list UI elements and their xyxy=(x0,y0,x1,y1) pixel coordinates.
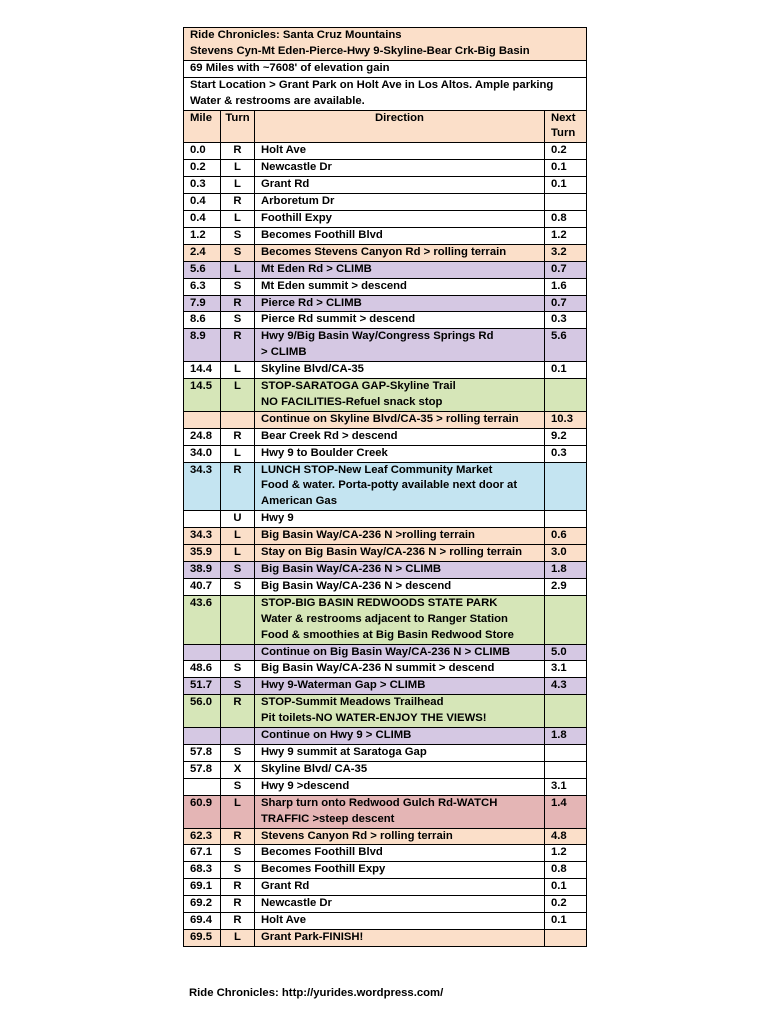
turn-cell: R xyxy=(221,695,255,728)
turn-cell: R xyxy=(221,913,255,930)
mile-cell: 24.8 xyxy=(184,428,221,445)
turn-cell: S xyxy=(221,578,255,595)
mile-cell: 43.6 xyxy=(184,595,221,644)
mile-cell: 51.7 xyxy=(184,678,221,695)
direction-cell xyxy=(255,210,545,227)
cue-row xyxy=(184,644,587,661)
next-turn-cell: 0.1 xyxy=(544,177,586,194)
mile-cell: 0.3 xyxy=(184,177,221,194)
direction-cell xyxy=(255,227,545,244)
cue-row xyxy=(184,411,587,428)
cue-row xyxy=(184,744,587,761)
cue-row xyxy=(184,445,587,462)
direction-line: STOP-SARATOGA GAP-Skyline Trail xyxy=(261,380,456,393)
mile-cell: 2.4 xyxy=(184,244,221,261)
direction-cell xyxy=(255,778,545,795)
next-turn-cell: 10.3 xyxy=(544,411,586,428)
column-header-row xyxy=(184,110,587,143)
next-turn-cell: 1.2 xyxy=(544,227,586,244)
cue-row xyxy=(184,795,587,828)
cue-row xyxy=(184,778,587,795)
next-turn-cell: 0.1 xyxy=(544,160,586,177)
next-turn-cell xyxy=(544,695,586,728)
next-turn-cell xyxy=(544,194,586,211)
cue-row xyxy=(184,462,587,511)
direction-line: Skyline Blvd/ CA-35 xyxy=(261,762,368,775)
direction-line: STOP-BIG BASIN REDWOODS STATE PARK xyxy=(261,596,498,609)
direction-cell xyxy=(255,511,545,528)
next-turn-cell: 1.6 xyxy=(544,278,586,295)
mile-cell: 8.9 xyxy=(184,329,221,362)
direction-cell xyxy=(255,428,545,445)
start-amenities-text: Water & restrooms are available. xyxy=(190,94,365,107)
cue-row xyxy=(184,845,587,862)
turn-cell: S xyxy=(221,845,255,862)
next-turn-cell: 2.9 xyxy=(544,578,586,595)
next-turn-cell xyxy=(544,595,586,644)
cue-row xyxy=(184,295,587,312)
turn-cell: S xyxy=(221,778,255,795)
direction-cell xyxy=(255,462,545,511)
distance-row xyxy=(184,60,587,77)
turn-cell: R xyxy=(221,428,255,445)
turn-cell: S xyxy=(221,278,255,295)
turn-cell: R xyxy=(221,329,255,362)
distance-text: 69 Miles with ~7608' of elevation gain xyxy=(184,60,587,77)
footer-credit: Ride Chronicles: http://yurides.wordpress.com/ xyxy=(189,987,444,999)
next-turn-cell xyxy=(544,511,586,528)
mile-cell: 0.4 xyxy=(184,194,221,211)
cue-row xyxy=(184,678,587,695)
turn-cell: R xyxy=(221,879,255,896)
direction-line: Water & restrooms adjacent to Ranger Station xyxy=(261,612,508,625)
cue-row xyxy=(184,695,587,728)
direction-cell xyxy=(255,194,545,211)
mile-cell xyxy=(184,511,221,528)
next-turn-cell xyxy=(544,462,586,511)
direction-cell xyxy=(255,879,545,896)
next-turn-cell: 0.7 xyxy=(544,295,586,312)
mile-cell: 57.8 xyxy=(184,761,221,778)
next-turn-cell: 1.8 xyxy=(544,728,586,745)
mile-cell: 0.0 xyxy=(184,143,221,160)
next-turn-cell: 9.2 xyxy=(544,428,586,445)
cue-row xyxy=(184,761,587,778)
next-turn-cell: 0.1 xyxy=(544,879,586,896)
direction-line: Continue on Hwy 9 > CLIMB xyxy=(261,729,412,742)
mile-cell: 34.3 xyxy=(184,462,221,511)
next-turn-cell xyxy=(544,744,586,761)
next-turn-cell: 0.1 xyxy=(544,913,586,930)
direction-line: Grant Park-FINISH! xyxy=(261,930,364,943)
next-turn-cell xyxy=(544,761,586,778)
mile-cell: 0.2 xyxy=(184,160,221,177)
turn-cell xyxy=(221,728,255,745)
cue-row xyxy=(184,312,587,329)
direction-line: Bear Creek Rd > descend xyxy=(261,429,398,442)
direction-cell xyxy=(255,795,545,828)
mile-cell: 40.7 xyxy=(184,578,221,595)
direction-line: Holt Ave xyxy=(261,144,306,157)
mile-cell: 62.3 xyxy=(184,828,221,845)
title-row xyxy=(184,28,587,61)
cue-row xyxy=(184,362,587,379)
direction-cell xyxy=(255,595,545,644)
next-turn-cell: 0.6 xyxy=(544,528,586,545)
cue-row xyxy=(184,210,587,227)
direction-line: > CLIMB xyxy=(261,346,307,359)
direction-cell xyxy=(255,728,545,745)
mile-cell: 14.5 xyxy=(184,379,221,412)
direction-line: Mt Eden summit > descend xyxy=(261,279,407,292)
direction-cell xyxy=(255,678,545,695)
cue-row xyxy=(184,862,587,879)
mile-cell: 1.2 xyxy=(184,227,221,244)
turn-cell: L xyxy=(221,362,255,379)
direction-header: Direction xyxy=(255,110,545,143)
direction-cell xyxy=(255,845,545,862)
turn-cell: X xyxy=(221,761,255,778)
direction-line: Continue on Skyline Blvd/CA-35 > rolling terrain xyxy=(261,412,519,425)
direction-line: Food & water. Porta-potty available next door at xyxy=(261,479,518,492)
direction-cell xyxy=(255,312,545,329)
cue-row xyxy=(184,261,587,278)
direction-cell xyxy=(255,295,545,312)
direction-line: Skyline Blvd/CA-35 xyxy=(261,363,364,376)
next-turn-cell: 0.8 xyxy=(544,862,586,879)
direction-cell xyxy=(255,177,545,194)
direction-cell xyxy=(255,528,545,545)
next-turn-cell: 0.3 xyxy=(544,312,586,329)
direction-cell xyxy=(255,562,545,579)
mile-cell: 68.3 xyxy=(184,862,221,879)
direction-line: Becomes Foothill Blvd xyxy=(261,846,383,859)
direction-line: Arboretum Dr xyxy=(261,195,335,208)
cue-row xyxy=(184,896,587,913)
mile-cell xyxy=(184,778,221,795)
direction-line: American Gas xyxy=(261,495,337,508)
direction-line: Stevens Canyon Rd > rolling terrain xyxy=(261,829,453,842)
next-turn-cell: 0.1 xyxy=(544,362,586,379)
mile-cell: 7.9 xyxy=(184,295,221,312)
cue-row xyxy=(184,828,587,845)
direction-line: Pierce Rd > CLIMB xyxy=(261,296,362,309)
turn-cell: L xyxy=(221,160,255,177)
cue-row xyxy=(184,329,587,362)
next-turn-cell: 3.0 xyxy=(544,545,586,562)
turn-cell: L xyxy=(221,795,255,828)
direction-cell xyxy=(255,761,545,778)
direction-line: Becomes Stevens Canyon Rd > rolling terrain xyxy=(261,245,507,258)
direction-cell xyxy=(255,261,545,278)
direction-line: Continue on Big Basin Way/CA-236 N > CLIMB xyxy=(261,645,511,658)
next-turn-cell: 4.3 xyxy=(544,678,586,695)
direction-line: Holt Ave xyxy=(261,914,306,927)
cue-row xyxy=(184,545,587,562)
cue-row xyxy=(184,595,587,644)
mile-cell: 0.4 xyxy=(184,210,221,227)
next-turn-cell: 3.1 xyxy=(544,661,586,678)
mile-cell: 6.3 xyxy=(184,278,221,295)
direction-cell xyxy=(255,278,545,295)
direction-cell xyxy=(255,578,545,595)
direction-cell xyxy=(255,379,545,412)
direction-line: Pierce Rd summit > descend xyxy=(261,313,416,326)
direction-line: Grant Rd xyxy=(261,880,310,893)
cue-row xyxy=(184,278,587,295)
turn-cell xyxy=(221,411,255,428)
cue-row xyxy=(184,244,587,261)
direction-line: Hwy 9 xyxy=(261,512,294,525)
next-turn-cell: 1.8 xyxy=(544,562,586,579)
turn-cell: L xyxy=(221,177,255,194)
cue-row xyxy=(184,562,587,579)
mile-cell: 34.0 xyxy=(184,445,221,462)
direction-line: Hwy 9 to Boulder Creek xyxy=(261,446,388,459)
direction-cell xyxy=(255,143,545,160)
direction-cell xyxy=(255,661,545,678)
direction-line: Big Basin Way/CA-236 N > CLIMB xyxy=(261,563,442,575)
route-summary: Stevens Cyn-Mt Eden-Pierce-Hwy 9-Skyline-Bear Crk-Big Basin xyxy=(190,44,530,57)
turn-cell: L xyxy=(221,445,255,462)
direction-line: Food & smoothies at Big Basin Redwood Store xyxy=(261,628,514,641)
next-turn-header-line1: Next xyxy=(550,111,576,124)
turn-cell xyxy=(221,644,255,661)
turn-cell: S xyxy=(221,244,255,261)
direction-line: Hwy 9 >descend xyxy=(261,779,350,792)
next-turn-cell: 0.7 xyxy=(544,261,586,278)
direction-cell xyxy=(255,545,545,562)
direction-line: Stay on Big Basin Way/CA-236 N > rolling terrain xyxy=(261,546,523,559)
turn-cell: R xyxy=(221,295,255,312)
cue-row xyxy=(184,227,587,244)
direction-line: Grant Rd xyxy=(261,178,310,191)
cue-row xyxy=(184,913,587,930)
mile-cell: 60.9 xyxy=(184,795,221,828)
mile-cell: 38.9 xyxy=(184,562,221,579)
direction-line: Becomes Foothill Expy xyxy=(261,863,386,876)
cue-row xyxy=(184,143,587,160)
mile-header: Mile xyxy=(184,110,221,143)
turn-cell: R xyxy=(221,143,255,160)
next-turn-cell: 1.4 xyxy=(544,795,586,828)
direction-cell xyxy=(255,929,545,946)
mile-cell: 56.0 xyxy=(184,695,221,728)
turn-cell: R xyxy=(221,896,255,913)
mile-cell: 69.5 xyxy=(184,929,221,946)
direction-cell xyxy=(255,445,545,462)
next-turn-cell: 0.8 xyxy=(544,210,586,227)
next-turn-cell: 0.3 xyxy=(544,445,586,462)
direction-line: NO FACILITIES-Refuel snack stop xyxy=(261,395,443,408)
direction-cell xyxy=(255,896,545,913)
direction-line: Big Basin Way/CA-236 N > descend xyxy=(261,579,452,592)
turn-cell: L xyxy=(221,545,255,562)
start-location-cell xyxy=(184,77,587,110)
direction-cell xyxy=(255,329,545,362)
mile-cell: 35.9 xyxy=(184,545,221,562)
cue-row xyxy=(184,578,587,595)
next-turn-cell: 1.2 xyxy=(544,845,586,862)
cue-row xyxy=(184,160,587,177)
next-turn-cell: 0.2 xyxy=(544,143,586,160)
cue-row xyxy=(184,428,587,445)
direction-line: Sharp turn onto Redwood Gulch Rd-WATCH xyxy=(261,796,498,809)
direction-line: TRAFFIC >steep descent xyxy=(261,812,395,825)
start-location-row xyxy=(184,77,587,110)
direction-line: Mt Eden Rd > CLIMB xyxy=(261,262,372,275)
next-turn-cell: 3.2 xyxy=(544,244,586,261)
mile-cell: 67.1 xyxy=(184,845,221,862)
direction-cell xyxy=(255,244,545,261)
direction-cell xyxy=(255,411,545,428)
mile-cell: 69.2 xyxy=(184,896,221,913)
start-location-text: Start Location > Grant Park on Holt Ave in Los Altos. Ample parking xyxy=(190,78,554,91)
cue-row xyxy=(184,379,587,412)
turn-cell: L xyxy=(221,379,255,412)
mile-cell: 14.4 xyxy=(184,362,221,379)
cue-row xyxy=(184,879,587,896)
mile-cell xyxy=(184,644,221,661)
mile-cell: 69.4 xyxy=(184,913,221,930)
direction-line: Newcastle Dr xyxy=(261,897,332,910)
direction-cell xyxy=(255,695,545,728)
turn-cell: R xyxy=(221,828,255,845)
direction-line: Hwy 9/Big Basin Way/Congress Springs Rd xyxy=(261,330,494,343)
cue-row xyxy=(184,194,587,211)
next-turn-cell: 5.6 xyxy=(544,329,586,362)
cue-row xyxy=(184,511,587,528)
turn-cell: S xyxy=(221,562,255,579)
next-turn-cell: 4.8 xyxy=(544,828,586,845)
direction-cell xyxy=(255,362,545,379)
turn-cell: R xyxy=(221,194,255,211)
cue-row xyxy=(184,728,587,745)
turn-cell xyxy=(221,595,255,644)
ride-title: Ride Chronicles: Santa Cruz Mountains xyxy=(190,29,402,41)
direction-line: Big Basin Way/CA-236 N >rolling terrain xyxy=(261,529,475,542)
cue-row xyxy=(184,528,587,545)
turn-cell: L xyxy=(221,929,255,946)
mile-cell: 48.6 xyxy=(184,661,221,678)
direction-line: Hwy 9-Waterman Gap > CLIMB xyxy=(261,679,426,692)
turn-cell: S xyxy=(221,227,255,244)
turn-cell: S xyxy=(221,678,255,695)
cue-row xyxy=(184,177,587,194)
cue-row xyxy=(184,661,587,678)
turn-cell: S xyxy=(221,744,255,761)
next-turn-cell xyxy=(544,929,586,946)
turn-cell: S xyxy=(221,312,255,329)
next-turn-cell xyxy=(544,379,586,412)
cue-row xyxy=(184,929,587,946)
turn-cell: S xyxy=(221,661,255,678)
turn-cell: U xyxy=(221,511,255,528)
next-turn-cell: 5.0 xyxy=(544,644,586,661)
title-cell xyxy=(184,28,587,61)
direction-line: STOP-Summit Meadows Trailhead xyxy=(261,696,444,709)
turn-cell: L xyxy=(221,528,255,545)
turn-header: Turn xyxy=(221,110,255,143)
direction-line: LUNCH STOP-New Leaf Community Market xyxy=(261,463,493,476)
mile-cell xyxy=(184,411,221,428)
direction-line: Foothill Expy xyxy=(261,211,332,224)
direction-cell xyxy=(255,828,545,845)
mile-cell: 34.3 xyxy=(184,528,221,545)
direction-line: Big Basin Way/CA-236 N summit > descend xyxy=(261,662,495,675)
next-turn-cell: 0.2 xyxy=(544,896,586,913)
turn-cell: L xyxy=(221,261,255,278)
cue-table xyxy=(183,27,587,947)
direction-cell xyxy=(255,644,545,661)
direction-line: Becomes Foothill Blvd xyxy=(261,228,383,241)
mile-cell: 5.6 xyxy=(184,261,221,278)
mile-cell: 69.1 xyxy=(184,879,221,896)
next-turn-header-line2: Turn xyxy=(550,127,576,140)
mile-cell xyxy=(184,728,221,745)
mile-cell: 57.8 xyxy=(184,744,221,761)
direction-cell xyxy=(255,862,545,879)
turn-cell: R xyxy=(221,462,255,511)
direction-line: Hwy 9 summit at Saratoga Gap xyxy=(261,745,427,758)
direction-line: Newcastle Dr xyxy=(261,161,332,174)
turn-cell: S xyxy=(221,862,255,879)
mile-cell: 8.6 xyxy=(184,312,221,329)
direction-cell xyxy=(255,744,545,761)
next-turn-header xyxy=(544,110,586,143)
direction-cell xyxy=(255,913,545,930)
turn-cell: L xyxy=(221,210,255,227)
cue-sheet xyxy=(183,27,587,947)
direction-line: Pit toilets-NO WATER-ENJOY THE VIEWS! xyxy=(261,712,487,725)
direction-cell xyxy=(255,160,545,177)
next-turn-cell: 3.1 xyxy=(544,778,586,795)
